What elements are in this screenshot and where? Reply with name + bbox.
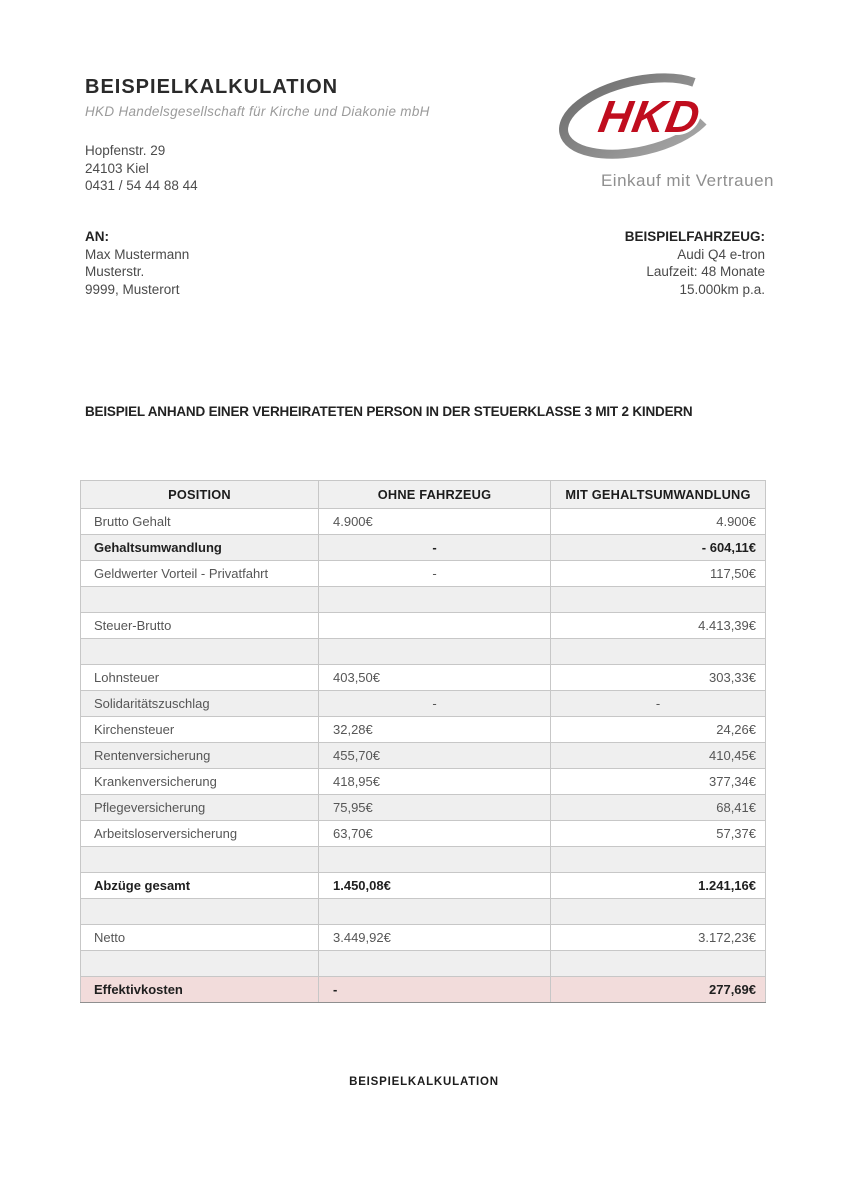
recipient-label: AN: [85,229,109,244]
table-row [81,925,766,951]
mit-gehaltsumwandlung-cell: 4.413,39€ [551,613,766,639]
vehicle-mileage: 15.000km p.a. [679,281,765,297]
table-row [81,691,766,717]
address-line: Hopfenstr. 29 [85,143,166,158]
table-row [81,977,766,1003]
ohne-fahrzeug-cell: 32,28€ [319,717,551,743]
ohne-fahrzeug-cell [319,899,551,925]
table-row [81,795,766,821]
position-cell: Netto [81,925,319,951]
ohne-fahrzeug-cell: 455,70€ [319,743,551,769]
ohne-fahrzeug-cell: - [319,691,551,717]
position-cell: Abzüge gesamt [81,873,319,899]
column-header-ohne-fahrzeug: OHNE FAHRZEUG [319,481,551,509]
table-row [81,769,766,795]
column-header-mit-gehaltsumwandlung: MIT GEHALTSUMWANDLUNG [551,481,766,509]
example-section-title: BEISPIEL ANHAND EINER VERHEIRATETEN PERSON IN DER STEUERKLASSE 3 MIT 2 KINDERN [85,404,693,419]
position-cell: Pflegeversicherung [81,795,319,821]
spacer-row [81,951,766,977]
position-cell [81,639,319,665]
vehicle-label: BEISPIELFAHRZEUG: [624,229,765,244]
table-row [81,717,766,743]
ohne-fahrzeug-cell: 75,95€ [319,795,551,821]
recipient-name: Max Mustermann [85,246,190,262]
ohne-fahrzeug-cell [319,613,551,639]
mit-gehaltsumwandlung-cell: 1.241,16€ [551,873,766,899]
position-cell: Geldwerter Vorteil - Privatfahrt [81,561,319,587]
mit-gehaltsumwandlung-cell: 68,41€ [551,795,766,821]
address-line: 24103 Kiel [85,160,149,176]
position-cell: Gehaltsumwandlung [81,535,319,561]
table-header-row [81,481,766,509]
mit-gehaltsumwandlung-cell: 4.900€ [551,509,766,535]
position-cell: Rentenversicherung [81,743,319,769]
vehicle-block [625,228,765,298]
ohne-fahrzeug-cell [319,639,551,665]
mit-gehaltsumwandlung-cell [551,639,766,665]
recipient-city: 9999, Musterort [85,281,180,297]
ohne-fahrzeug-cell: - [319,977,551,1003]
company-address [85,142,430,195]
mit-gehaltsumwandlung-cell: 410,45€ [551,743,766,769]
position-cell [81,587,319,613]
position-cell: Effektivkosten [81,977,319,1003]
mit-gehaltsumwandlung-cell: 24,26€ [551,717,766,743]
table-row [81,821,766,847]
ohne-fahrzeug-cell: 1.450,08€ [319,873,551,899]
ohne-fahrzeug-cell: 63,70€ [319,821,551,847]
page-title: BEISPIELKALKULATION [85,76,339,98]
spacer-row [81,587,766,613]
mit-gehaltsumwandlung-cell [551,951,766,977]
mit-gehaltsumwandlung-cell: 377,34€ [551,769,766,795]
mit-gehaltsumwandlung-cell [551,587,766,613]
hkd-logo-icon [558,72,776,164]
logo-tagline: Einkauf mit Vertrauen [600,171,774,190]
ohne-fahrzeug-cell [319,847,551,873]
table-row [81,873,766,899]
ohne-fahrzeug-cell [319,951,551,977]
ohne-fahrzeug-cell: - [319,535,551,561]
hkd-logo [558,72,776,191]
mit-gehaltsumwandlung-cell: - [551,691,766,717]
position-cell [81,847,319,873]
mit-gehaltsumwandlung-cell: - 604,11€ [551,535,766,561]
vehicle-model: Audi Q4 e-tron [677,246,765,262]
table-body [81,509,766,1003]
spacer-row [81,639,766,665]
recipient-street: Musterstr. [85,264,145,279]
company-subtitle: HKD Handelsgesellschaft für Kirche und Diakonie mbH [85,104,430,119]
position-cell: Kirchensteuer [81,717,319,743]
position-cell: Krankenversicherung [81,769,319,795]
position-cell [81,951,319,977]
mit-gehaltsumwandlung-cell [551,847,766,873]
position-cell: Lohnsteuer [81,665,319,691]
ohne-fahrzeug-cell [319,587,551,613]
spacer-row [81,899,766,925]
document-header [85,76,430,195]
ohne-fahrzeug-cell: 3.449,92€ [319,925,551,951]
page-footer: BEISPIELKALKULATION [349,1076,499,1088]
mit-gehaltsumwandlung-cell: 3.172,23€ [551,925,766,951]
table-row [81,613,766,639]
mit-gehaltsumwandlung-cell: 277,69€ [551,977,766,1003]
table-row [81,743,766,769]
mit-gehaltsumwandlung-cell: 303,33€ [551,665,766,691]
mit-gehaltsumwandlung-cell: 117,50€ [551,561,766,587]
recipient-block [85,228,189,298]
table-row [81,561,766,587]
ohne-fahrzeug-cell: 4.900€ [319,509,551,535]
ohne-fahrzeug-cell: 418,95€ [319,769,551,795]
column-header-position: POSITION [81,481,319,509]
mit-gehaltsumwandlung-cell [551,899,766,925]
table-row [81,535,766,561]
position-cell: Solidaritätszuschlag [81,691,319,717]
ohne-fahrzeug-cell: 403,50€ [319,665,551,691]
hkd-logo-text: HKD [595,91,705,142]
table-row [81,509,766,535]
vehicle-term: Laufzeit: 48 Monate [646,264,765,279]
position-cell: Steuer-Brutto [81,613,319,639]
position-cell: Arbeitsloserversicherung [81,821,319,847]
position-cell: Brutto Gehalt [81,509,319,535]
position-cell [81,899,319,925]
mit-gehaltsumwandlung-cell: 57,37€ [551,821,766,847]
ohne-fahrzeug-cell: - [319,561,551,587]
phone-number: 0431 / 54 44 88 44 [85,178,198,193]
spacer-row [81,847,766,873]
table-row [81,665,766,691]
calculation-table [80,480,766,1003]
